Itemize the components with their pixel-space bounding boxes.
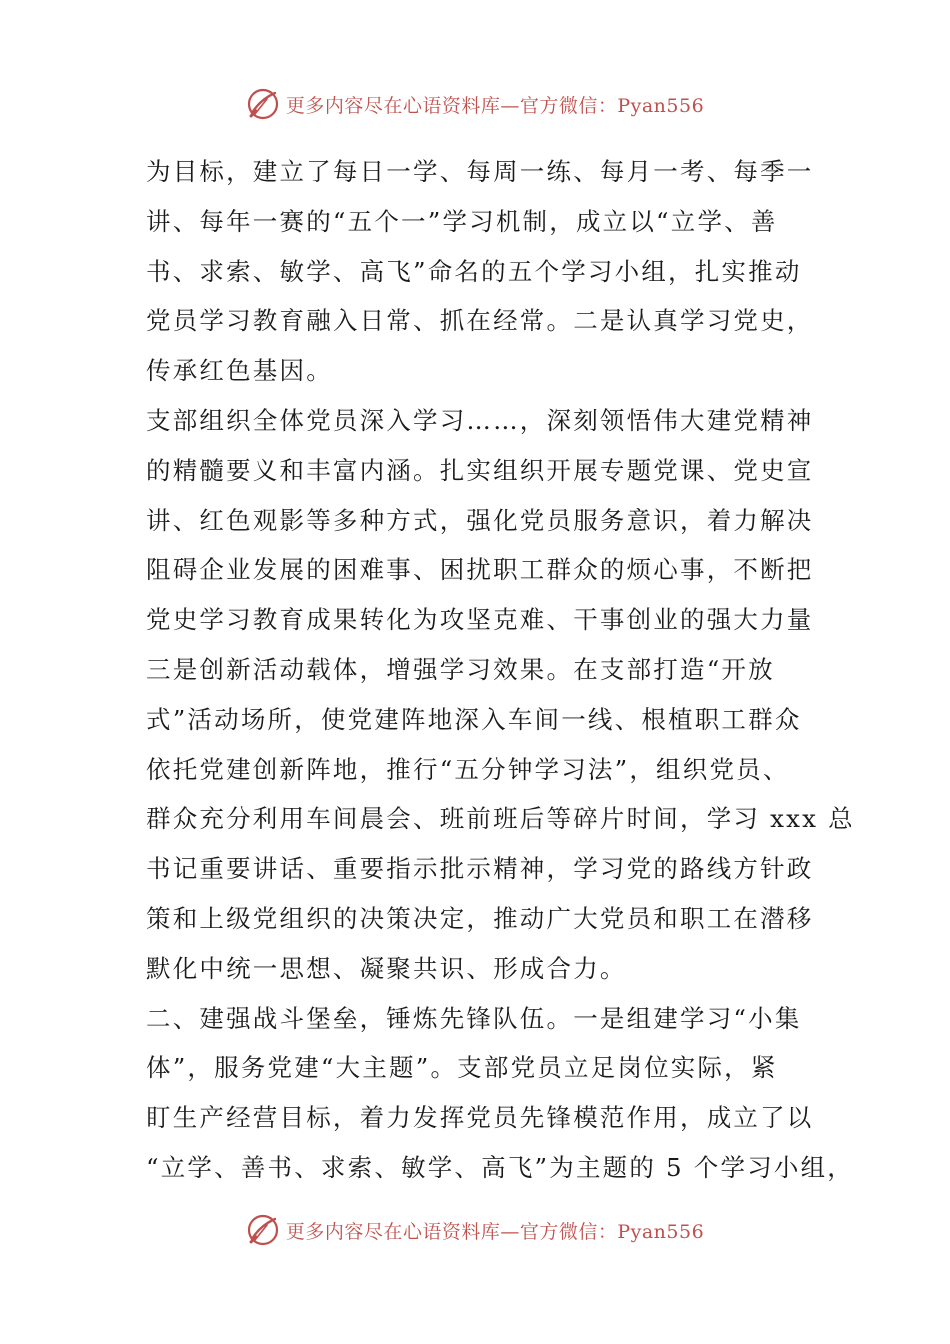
pen-logo-icon bbox=[246, 1213, 280, 1247]
text-line: 群众充分利用车间晨会、班前班后等碎片时间，学习 xxx 总 bbox=[146, 804, 855, 834]
text-line: 书、求索、敏学、高飞”命名的五个学习小组，扎实推动 bbox=[146, 256, 802, 286]
header-watermark-text: 更多内容尽在心语资料库—官方微信：Pyan556 bbox=[285, 94, 705, 117]
text-line: 的精髓要义和丰富内涵。扎实组织开展专题党课、党史宣 bbox=[146, 455, 814, 485]
text-line: 讲、红色观影等多种方式，强化党员服务意识，着力解决 bbox=[146, 505, 814, 535]
text-line: 为目标，建立了每日一学、每周一练、每月一考、每季一 bbox=[146, 157, 814, 186]
text-line: 阻碍企业发展的困难事、困扰职工群众的烦心事，不断把 bbox=[146, 555, 814, 585]
footer-watermark-text: 更多内容尽在心语资料库—官方微信：Pyan556 bbox=[285, 1220, 705, 1243]
text-line: 默化中统一思想、凝聚共识、形成合力。 bbox=[146, 953, 627, 983]
text-line: “立学、善书、求索、敏学、高飞”为主题的 5 个学习小组， bbox=[146, 1152, 855, 1182]
text-line: 盯生产经营目标，着力发挥党员先锋模范作用，成立了以 bbox=[146, 1103, 814, 1133]
text-line: 依托党建创新阵地，推行“五分钟学习法”，组织党员、 bbox=[146, 754, 790, 784]
text-line: 三是创新活动载体，增强学习效果。在支部打造“开放 bbox=[146, 654, 775, 684]
pen-logo-icon bbox=[246, 87, 280, 121]
text-line: 书记重要讲话、重要指示批示精神，学习党的路线方针政 bbox=[146, 854, 814, 884]
footer-watermark bbox=[0, 1210, 950, 1250]
header-watermark bbox=[0, 84, 950, 124]
text-line: 策和上级党组织的决策决定，推动广大党员和职工在潜移 bbox=[146, 903, 814, 933]
text-line: 二、建强战斗堡垒，锤炼先锋队伍。一是组建学习“小集 bbox=[146, 1003, 802, 1033]
text-line: 传承红色基因。 bbox=[146, 356, 333, 386]
text-line: 党员学习教育融入日常、抓在经常。二是认真学习党史， bbox=[146, 306, 814, 336]
text-line: 支部组织全体党员深入学习……，深刻领悟伟大建党精神 bbox=[146, 405, 814, 435]
text-line: 讲、每年一赛的“五个一”学习机制，成立以“立学、善 bbox=[146, 206, 778, 236]
text-line: 体”，服务党建“大主题”。支部党员立足岗位实际，紧 bbox=[146, 1053, 778, 1083]
text-line: 党史学习教育成果转化为攻坚克难、干事创业的强大力量 bbox=[146, 605, 814, 635]
text-line: 式”活动场所，使党建阵地深入车间一线、根植职工群众 bbox=[146, 704, 802, 734]
document-body bbox=[146, 147, 855, 1193]
